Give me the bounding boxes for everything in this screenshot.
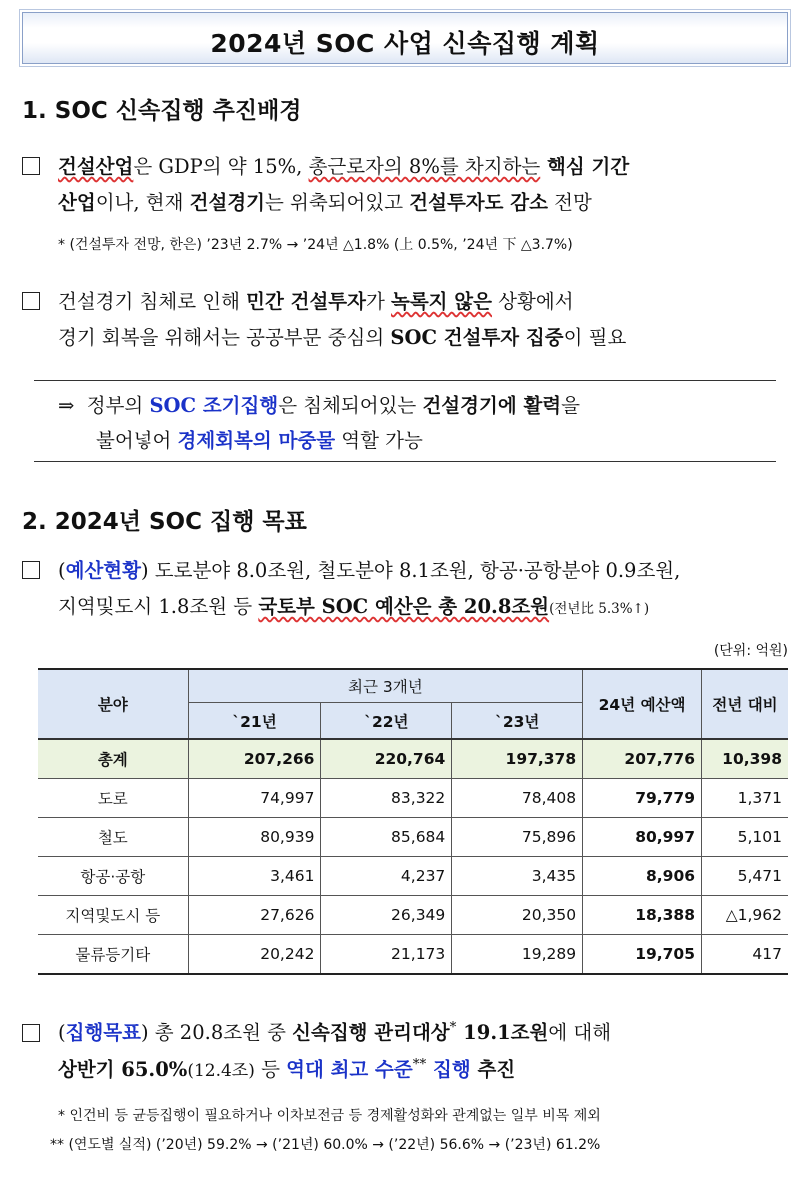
cell-y22: 4,237: [321, 857, 452, 896]
header-y22: `22년: [321, 703, 452, 740]
cell-y24: 18,388: [583, 896, 702, 935]
table-row: [38, 857, 788, 896]
divider-top: [34, 380, 776, 381]
section2-note2: ** (연도별 실적) (’20년) 59.2% → (’21년) 60.0% → (’22년) 56.6% → (’23년) 61.2%: [50, 1137, 601, 1153]
page-title: 2024년 SOC 사업 신속집행 계획: [210, 29, 600, 58]
cell-y24: 80,997: [583, 818, 702, 857]
text-span: 경기 회복을 위해서는 공공부문 중심의: [58, 326, 391, 349]
text-span: 이 필요: [563, 326, 627, 349]
section1-paragraph2-line2: [58, 322, 626, 350]
section2-heading: 2. 2024년 SOC 집행 목표: [22, 509, 307, 535]
cell-y23: 78,408: [452, 779, 583, 818]
cell-y21: 3,461: [188, 857, 321, 896]
text-span: 등: [254, 1058, 287, 1081]
divider-bottom: [34, 461, 776, 462]
section1-note: * (건설투자 전망, 한은) ’23년 2.7% → ’24년 △1.8% (上 0.5%, ’24년 下 △3.7%): [58, 237, 573, 253]
text-span: (12.4조): [187, 1061, 255, 1081]
cell-yoy: 417: [702, 935, 788, 975]
cell-name: 물류등기타: [38, 935, 188, 975]
section2-paragraph2-line1: [58, 1017, 611, 1045]
cell-y21: 20,242: [188, 935, 321, 975]
text-span: (전년比 5.3%↑): [549, 601, 650, 617]
section1-paragraph2-line1: [58, 286, 574, 314]
cell-name: 지역및도시 등: [38, 896, 188, 935]
text-span: 전망: [547, 191, 592, 214]
text-span: (: [58, 559, 66, 582]
cell-yoy: 5,471: [702, 857, 788, 896]
cell-name: 도로: [38, 779, 188, 818]
cell-y22: 21,173: [321, 935, 452, 975]
text-span: 산업: [58, 191, 96, 214]
checkbox-bullet: [22, 292, 40, 310]
cell-y21: 27,626: [188, 896, 321, 935]
text-span: 추진: [470, 1058, 516, 1081]
text-span: SOC 조기집행: [149, 394, 279, 417]
text-span: 집행: [426, 1058, 471, 1081]
text-span: 역대 최고 수준: [286, 1058, 413, 1081]
checkbox-bullet: [22, 1024, 40, 1042]
text-span: 상반기 65.0%: [58, 1058, 188, 1081]
section1-paragraph1-line2: [58, 187, 592, 215]
text-span: 핵심 기간: [540, 155, 630, 178]
header-y21: `21년: [188, 703, 321, 740]
checkbox-bullet: [22, 157, 40, 175]
header-budget: 24년 예산액: [583, 669, 702, 739]
construction-industry-text: 건설산업: [58, 155, 134, 178]
section2-paragraph1-line1: [58, 555, 680, 583]
cell-y22: 83,322: [321, 779, 452, 818]
text-span: 불어넣어: [96, 429, 178, 452]
arrow-icon: ⇒: [58, 394, 75, 417]
text-span: ) 도로분야 8.0조원, 철도분야 8.1조원, 항공·공항분야 0.9조원,: [140, 559, 681, 582]
cell-name: 총계: [38, 739, 188, 779]
cell-yoy: △1,962: [702, 896, 788, 935]
text-span: 지역및도시 1.8조원 등: [58, 595, 259, 618]
table-row: [38, 739, 788, 779]
text-span: 19.1조원: [456, 1021, 549, 1044]
text-span: 건설경기: [189, 191, 265, 214]
cell-y23: 20,350: [452, 896, 583, 935]
checkbox-bullet: [22, 561, 40, 579]
header-yoy: 전년 대비: [702, 669, 788, 739]
cell-y21: 74,997: [188, 779, 321, 818]
text-span: 정부의: [86, 394, 150, 417]
cell-name: 항공·공항: [38, 857, 188, 896]
text-span: 가: [365, 290, 391, 313]
cell-yoy: 5,101: [702, 818, 788, 857]
text-span: **: [412, 1056, 427, 1073]
text-span: 을: [561, 394, 580, 417]
cell-y24: 8,906: [583, 857, 702, 896]
cell-y24: 79,779: [583, 779, 702, 818]
header-field: 분야: [38, 669, 188, 739]
budget-table: [38, 668, 788, 975]
cell-y22: 220,764: [321, 739, 452, 779]
text-span: 상황에서: [491, 290, 574, 313]
conclusion-line2: [96, 425, 423, 453]
cell-y21: 80,939: [188, 818, 321, 857]
text-span: 경제회복의 마중물: [177, 429, 336, 452]
table-row: [38, 935, 788, 975]
cell-y22: 26,349: [321, 896, 452, 935]
text-span: 총근로자의 8%를 차지하는: [308, 155, 541, 178]
text-span: 은 GDP의 약 15%,: [133, 155, 309, 178]
table-row: [38, 779, 788, 818]
text-span: 건설경기에 활력: [422, 394, 562, 417]
unit-label: (단위: 억원): [713, 643, 788, 659]
conclusion-line1: [58, 390, 580, 418]
table-row: [38, 818, 788, 857]
section1-heading: 1. SOC 신속집행 추진배경: [22, 98, 302, 124]
text-span: 에 대해: [548, 1021, 612, 1044]
cell-yoy: 10,398: [702, 739, 788, 779]
text-span: 이나, 현재: [95, 191, 190, 214]
text-span: 예산현황: [65, 559, 141, 582]
cell-name: 철도: [38, 818, 188, 857]
section2-note1: * 인건비 등 균등집행이 필요하거나 이차보전금 등 경제활성화와 관계없는 일부 비목 제외: [58, 1108, 601, 1124]
table-row: [38, 896, 788, 935]
text-span: 민간 건설투자: [246, 290, 366, 313]
cell-y24: 207,776: [583, 739, 702, 779]
section2-paragraph1-line2: [58, 591, 649, 619]
text-span: 역할 가능: [335, 429, 423, 452]
text-span: ) 총 20.8조원 중: [140, 1021, 293, 1044]
text-span: 은 침체되어있는: [278, 394, 423, 417]
text-span: 건설경기 침체로 인해: [58, 290, 247, 313]
cell-y23: 3,435: [452, 857, 583, 896]
text-span: 녹록지 않은: [391, 290, 492, 313]
header-y23: `23년: [452, 703, 583, 740]
cell-y21: 207,266: [188, 739, 321, 779]
text-span: SOC 건설투자 집중: [390, 326, 564, 349]
text-span: *: [449, 1019, 457, 1036]
text-span: 국토부 SOC 예산은 총 20.8조원: [258, 595, 550, 618]
cell-y23: 75,896: [452, 818, 583, 857]
cell-y23: 197,378: [452, 739, 583, 779]
text-span: 집행목표: [65, 1021, 141, 1044]
text-span: 건설투자도 감소: [409, 191, 548, 214]
text-span: 는 위축되어있고: [265, 191, 410, 214]
header-recent: 최근 3개년: [188, 669, 583, 703]
text-span: 신속집행 관리대상: [292, 1021, 450, 1044]
title-box: [22, 12, 788, 64]
cell-y24: 19,705: [583, 935, 702, 975]
text-span: (: [58, 1021, 66, 1044]
section2-paragraph2-line2: [58, 1054, 515, 1082]
section1-paragraph1-line1: [58, 151, 629, 179]
cell-y23: 19,289: [452, 935, 583, 975]
cell-y22: 85,684: [321, 818, 452, 857]
cell-yoy: 1,371: [702, 779, 788, 818]
